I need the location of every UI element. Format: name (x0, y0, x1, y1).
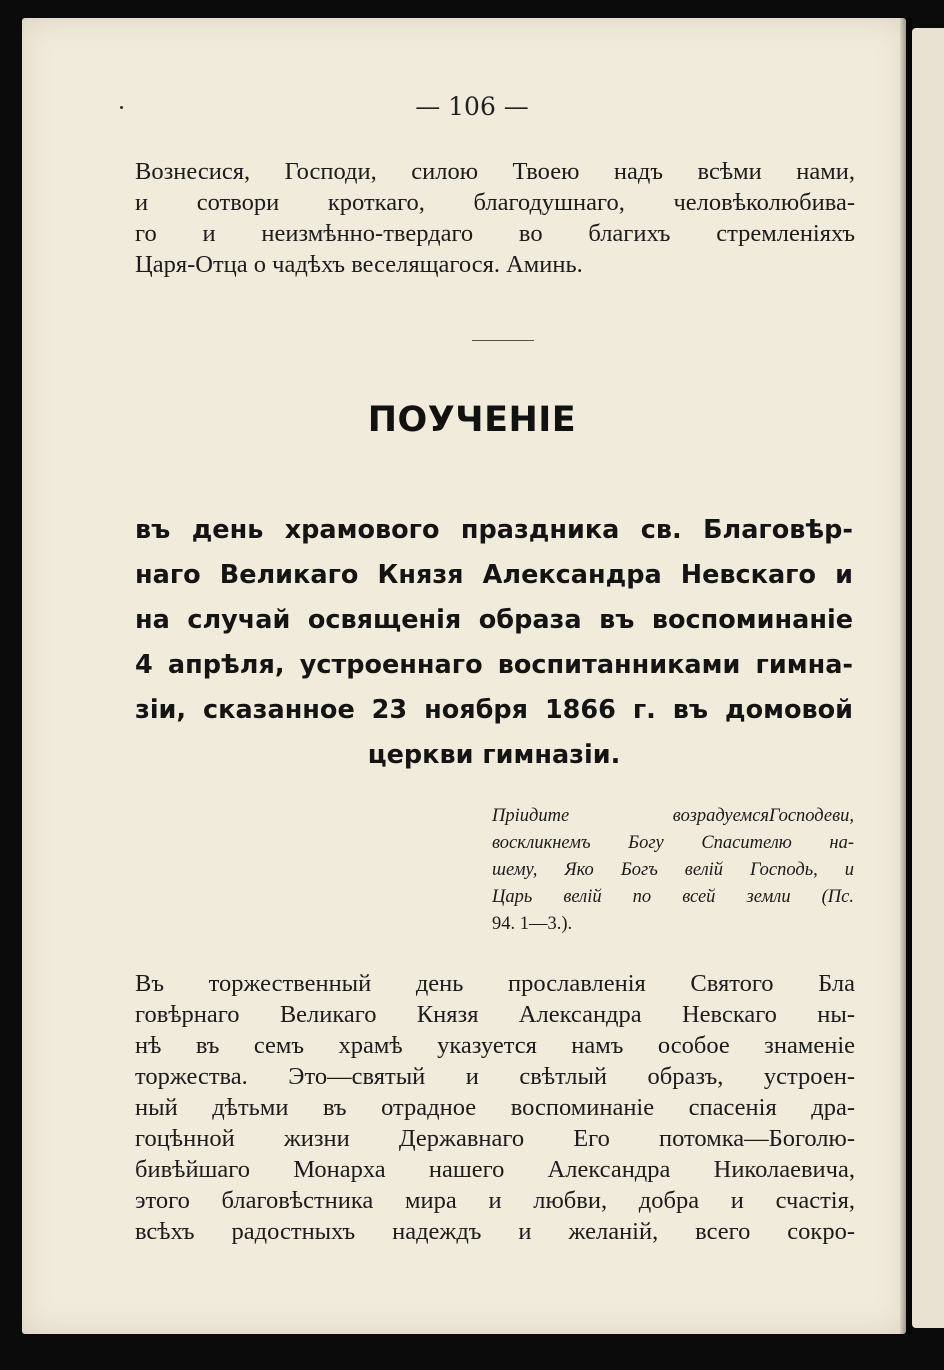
sermon-line: нѣ въ семъ храмѣ указуется намъ особое знаменіе (135, 1032, 855, 1059)
subheading-line: церкви гимназіи. (367, 740, 621, 770)
sermon-heading: ПОУЧЕНІЕ (367, 400, 577, 440)
epigraph-line: Царь велій по всей земли (Пс. (492, 887, 854, 907)
sermon-line: этого благовѣстника мира и любви, добра и счастія, (135, 1187, 855, 1214)
sermon-line: торжества. Это—святый и свѣтлый образъ, устроен- (135, 1063, 855, 1090)
sermon-body-paragraph (135, 968, 855, 1247)
epigraph-line: Пріидите возрадуемсяГосподеви, (492, 806, 854, 826)
epigraph-line: воскликнемъ Богу Спасителю на- (492, 833, 854, 853)
sermon-line: всѣхъ радостныхъ надеждъ и желаній, всего сокро- (135, 1218, 855, 1245)
sermon-subheading (135, 508, 853, 778)
subheading-line: на случай освященія образа въ воспоминаніе (135, 605, 853, 635)
page-number: — 106 — (415, 92, 529, 121)
prayer-line: Царя-Отца о чадѣхъ веселящагося. Аминь. (135, 251, 583, 278)
subheading-line: 4 апрѣля, устроеннаго воспитанниками гимна- (135, 650, 853, 680)
sermon-line: бивѣйшаго Монарха нашего Александра Николаевича, (135, 1156, 855, 1183)
subheading-line: наго Великаго Князя Александра Невскаго и (135, 560, 853, 590)
epigraph-line: 94. 1—3.). (492, 914, 573, 934)
prayer-line: го и неизмѣнно-твердаго во благихъ стремленіяхъ (135, 220, 855, 247)
prayer-line: и сотвори кроткаго, благодушнаго, человѣколюбива- (135, 189, 855, 216)
epigraph-line: шему, Яко Богъ велій Господь, и (492, 860, 854, 880)
closing-prayer-paragraph (135, 156, 855, 280)
sermon-line: ный дѣтьми въ отрадное воспоминаніе спасенія дра- (135, 1094, 855, 1121)
subheading-line: зіи, сказанное 23 ноября 1866 г. въ домовой (135, 695, 853, 725)
sermon-line: гоцѣнной жизни Державнаго Его потомка—Боголю- (135, 1125, 855, 1152)
sermon-line: Въ торжественный день прославленія Святого Бла (135, 970, 855, 997)
spine-shadow (900, 18, 912, 1334)
epigraph-quote (492, 803, 854, 938)
sermon-line: говѣрнаго Великаго Князя Александра Невскаго ны- (135, 1001, 855, 1028)
section-divider (472, 340, 534, 341)
subheading-line: въ день храмового праздника св. Благовѣр- (135, 515, 853, 545)
prayer-line: Вознесися, Господи, силою Твоею надъ всѣми нами, (135, 158, 855, 185)
next-page-edge (912, 28, 944, 1328)
